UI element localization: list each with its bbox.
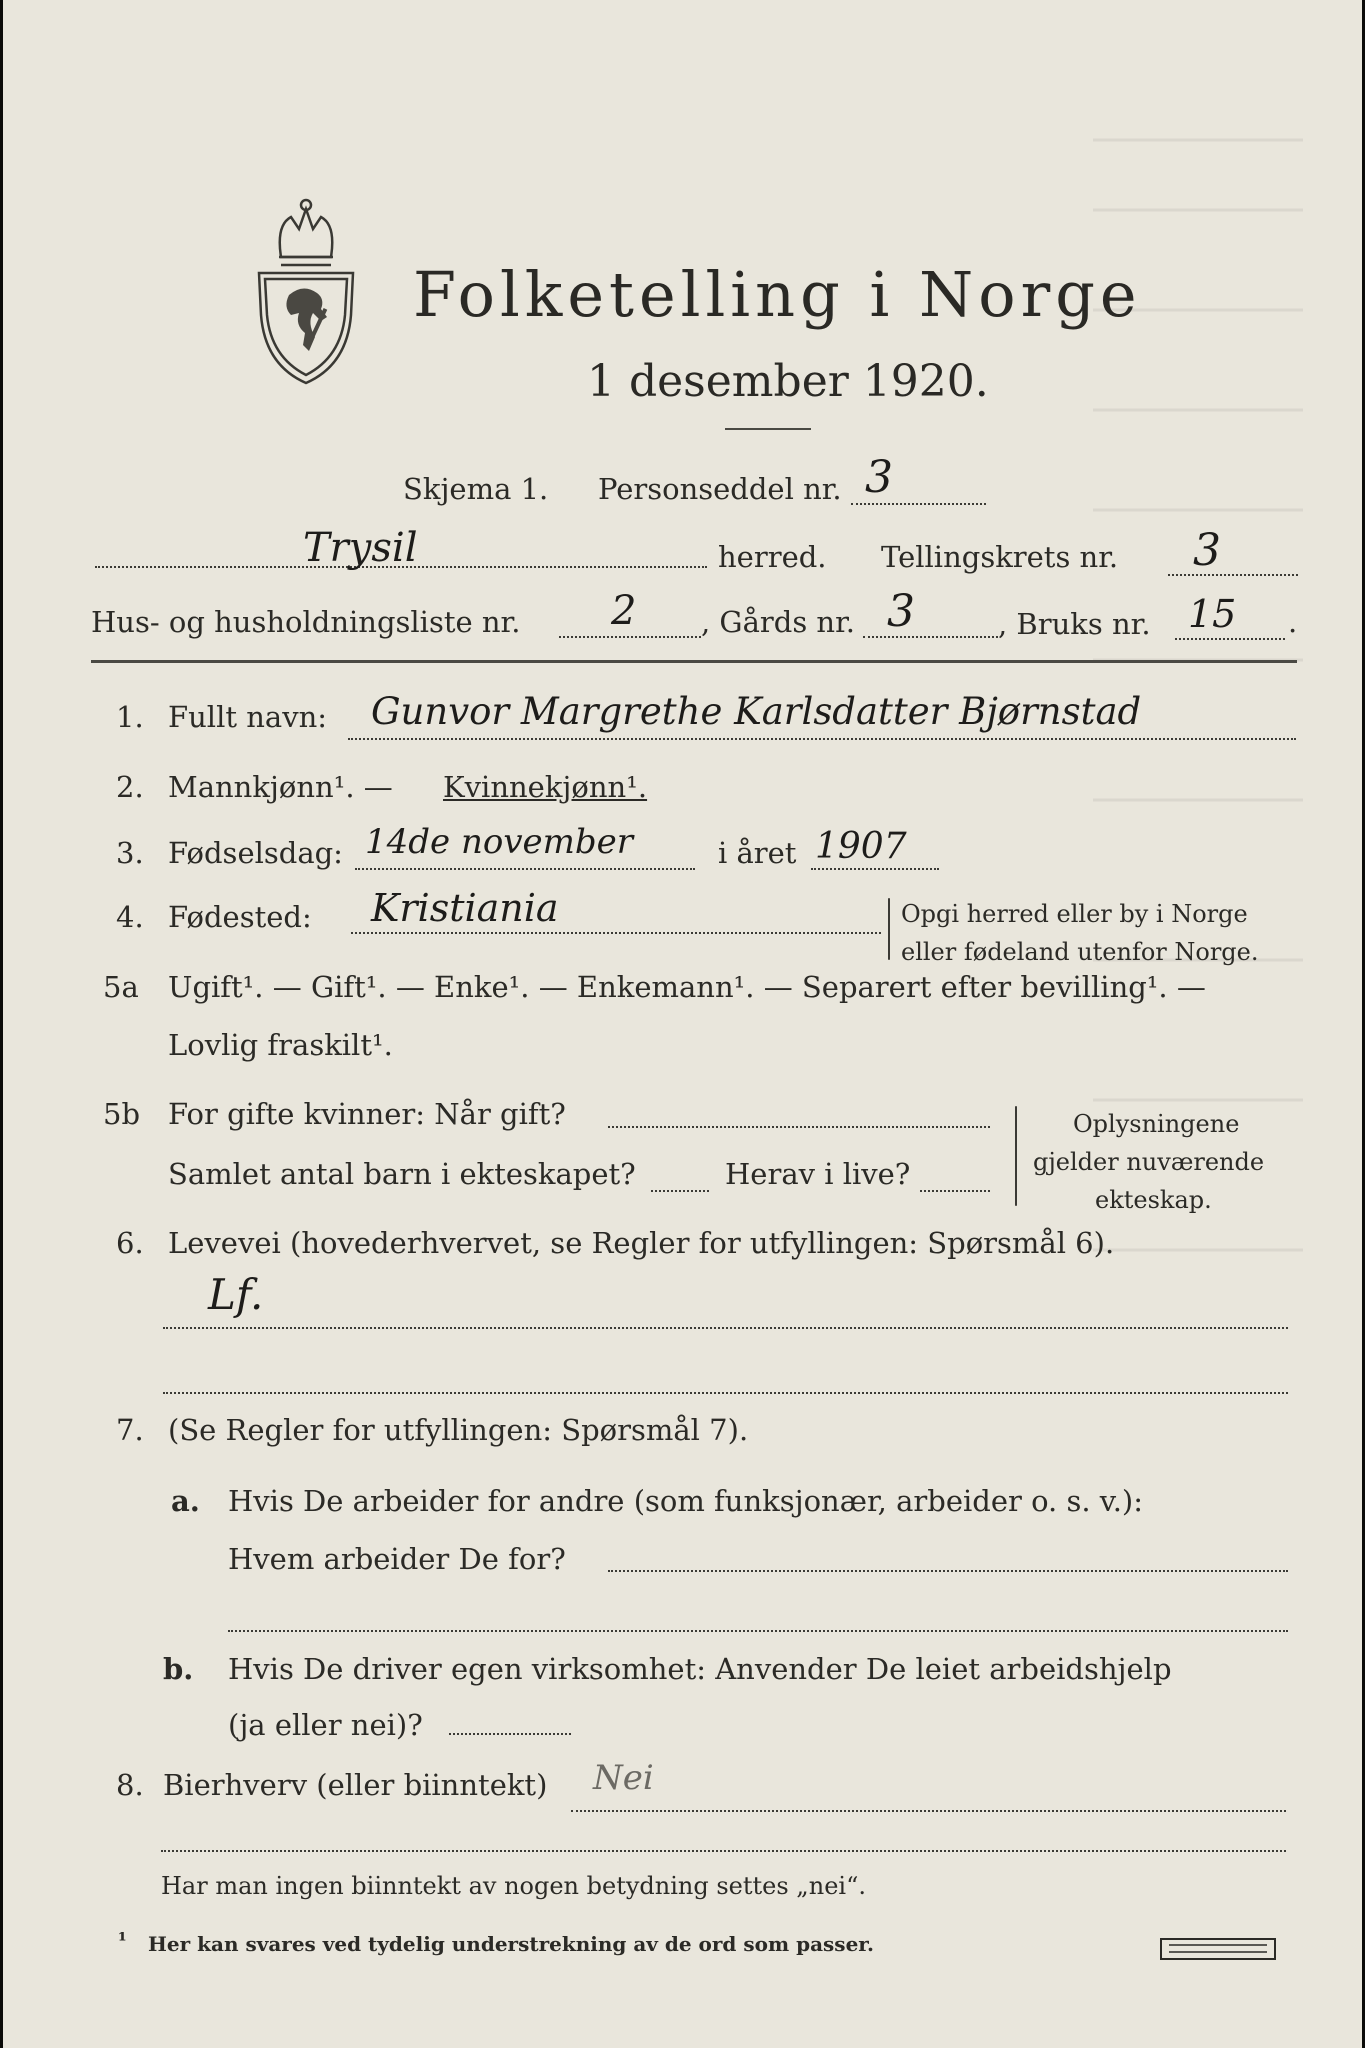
bruks-line <box>1175 638 1285 640</box>
title-divider <box>725 428 811 430</box>
tellingskrets-line <box>1168 574 1298 576</box>
q1-label: Fullt navn: <box>168 700 328 734</box>
q7a-line2: Hvem arbeider De for? <box>228 1542 566 1576</box>
herred-value[interactable]: Trysil <box>303 525 418 571</box>
q7b-line <box>449 1733 571 1735</box>
husliste-label: Hus- og husholdningsliste nr. <box>91 605 521 639</box>
q4-line <box>351 932 881 934</box>
gards-line <box>863 636 998 638</box>
personseddel-line <box>851 503 986 505</box>
q6-line2 <box>163 1392 1288 1394</box>
q7a-line1: Hvis De arbeider for andre (som funksjonær, arbeider o. s. v.): <box>228 1484 1144 1518</box>
q1-number: 1. <box>116 700 144 734</box>
q8-label: Bierhverv (eller biinntekt) <box>163 1768 548 1802</box>
bruks-end-dot: . <box>1288 605 1298 639</box>
personseddel-label: Personseddel nr. <box>598 472 842 506</box>
footnote-marker: ¹ <box>118 1928 127 1952</box>
q7b-line2: (ja eller nei)? <box>228 1708 423 1742</box>
q5b-married-line <box>608 1126 990 1128</box>
census-date: 1 desember 1920. <box>587 356 989 407</box>
q3-label: Fødselsdag: <box>168 836 343 870</box>
q5b-line1: For gifte kvinner: Når gift? <box>168 1097 566 1131</box>
q6-number: 6. <box>116 1226 144 1260</box>
gards-value[interactable]: 3 <box>887 586 915 637</box>
q6-value-occupation[interactable]: Lf. <box>208 1270 264 1319</box>
footnote-text: Her kan svares ved tydelig understrekning av de ord som passer. <box>148 1932 874 1956</box>
q6-label: Levevei (hovederhvervet, se Regler for utfyllingen: Spørsmål 6). <box>168 1226 1115 1260</box>
q5a-options-line2[interactable]: Lovlig fraskilt¹. <box>168 1028 393 1062</box>
q4-note-line2: eller fødeland utenfor Norge. <box>901 938 1259 966</box>
census-form-page <box>3 0 1362 2048</box>
q8-line-extra <box>161 1850 1286 1852</box>
q8-number: 8. <box>116 1768 144 1802</box>
q5b-note-line3: ekteskap. <box>1095 1186 1212 1214</box>
q4-value-birthplace[interactable]: Kristiania <box>371 886 559 930</box>
q7a-line <box>608 1570 1288 1572</box>
q5b-note-line2: gjelder nuværende <box>1033 1148 1265 1176</box>
husliste-value[interactable]: 2 <box>611 588 637 634</box>
bruks-label: , Bruks nr. <box>998 607 1151 641</box>
q5b-note-brace <box>1015 1106 1017 1206</box>
q3-number: 3. <box>116 836 144 870</box>
q2-label-mannkjonn: Mannkjønn¹. — <box>168 770 393 804</box>
q5b-line2-children: Samlet antal barn i ekteskapet? <box>168 1157 636 1191</box>
q3-date-line <box>355 868 695 870</box>
q4-note-line1: Opgi herred eller by i Norge <box>901 900 1248 928</box>
q4-note-brace <box>888 898 890 960</box>
q3-value-birthday[interactable]: 14de november <box>365 822 634 862</box>
tellingskrets-value[interactable]: 3 <box>1193 525 1221 576</box>
q4-number: 4. <box>116 900 144 934</box>
q3-year-label: i året <box>718 836 797 870</box>
q5b-children-line <box>651 1190 709 1192</box>
tellingskrets-label: Tellingskrets nr. <box>881 540 1119 574</box>
q7a-letter: a. <box>171 1484 200 1518</box>
q2-option-kvinnekjonn[interactable]: Kvinnekjønn¹. <box>443 770 648 804</box>
q6-line1 <box>163 1327 1288 1329</box>
q5a-options-line1[interactable]: Ugift¹. — Gift¹. — Enke¹. — Enkemann¹. — Separert efter bevilling¹. — <box>168 970 1206 1004</box>
q2-number: 2. <box>116 770 144 804</box>
gards-label: , Gårds nr. <box>701 605 855 639</box>
q5a-number: 5a <box>103 970 139 1004</box>
printer-stamp <box>1159 1937 1279 1963</box>
q7b-line1: Hvis De driver egen virksomhet: Anvender De leiet arbeidshjelp <box>228 1652 1172 1686</box>
q7b-letter: b. <box>163 1652 194 1686</box>
q4-label: Fødested: <box>168 900 312 934</box>
norway-coat-of-arms-icon <box>251 195 361 390</box>
q3-year-value[interactable]: 1907 <box>815 826 907 867</box>
q7a-line-extra <box>228 1630 1288 1632</box>
q5b-note-line1: Oplysningene <box>1073 1110 1240 1138</box>
herred-label: herred. <box>718 540 827 574</box>
q3-year-line <box>811 868 939 870</box>
bruks-value[interactable]: 15 <box>1188 592 1237 636</box>
q7-label: (Se Regler for utfyllingen: Spørsmål 7). <box>168 1413 749 1447</box>
q7-number: 7. <box>116 1413 144 1447</box>
q5b-line2-alive: Herav i live? <box>725 1157 911 1191</box>
q8-line <box>571 1810 1286 1812</box>
q1-value-full-name[interactable]: Gunvor Margrethe Karlsdatter Bjørnstad <box>371 690 1142 733</box>
q5b-alive-line <box>920 1190 990 1192</box>
personseddel-value[interactable]: 3 <box>865 452 893 503</box>
q1-line <box>348 738 1296 740</box>
nei-note: Har man ingen biinntekt av nogen betydning settes „nei“. <box>161 1872 866 1900</box>
q5b-number: 5b <box>103 1097 141 1131</box>
header-divider <box>91 660 1297 663</box>
husliste-line <box>559 636 701 638</box>
form-title: Folketelling i Norge <box>413 258 1142 331</box>
q8-value-side-income[interactable]: Nei <box>593 1758 654 1798</box>
skjema-label: Skjema 1. <box>403 472 549 506</box>
